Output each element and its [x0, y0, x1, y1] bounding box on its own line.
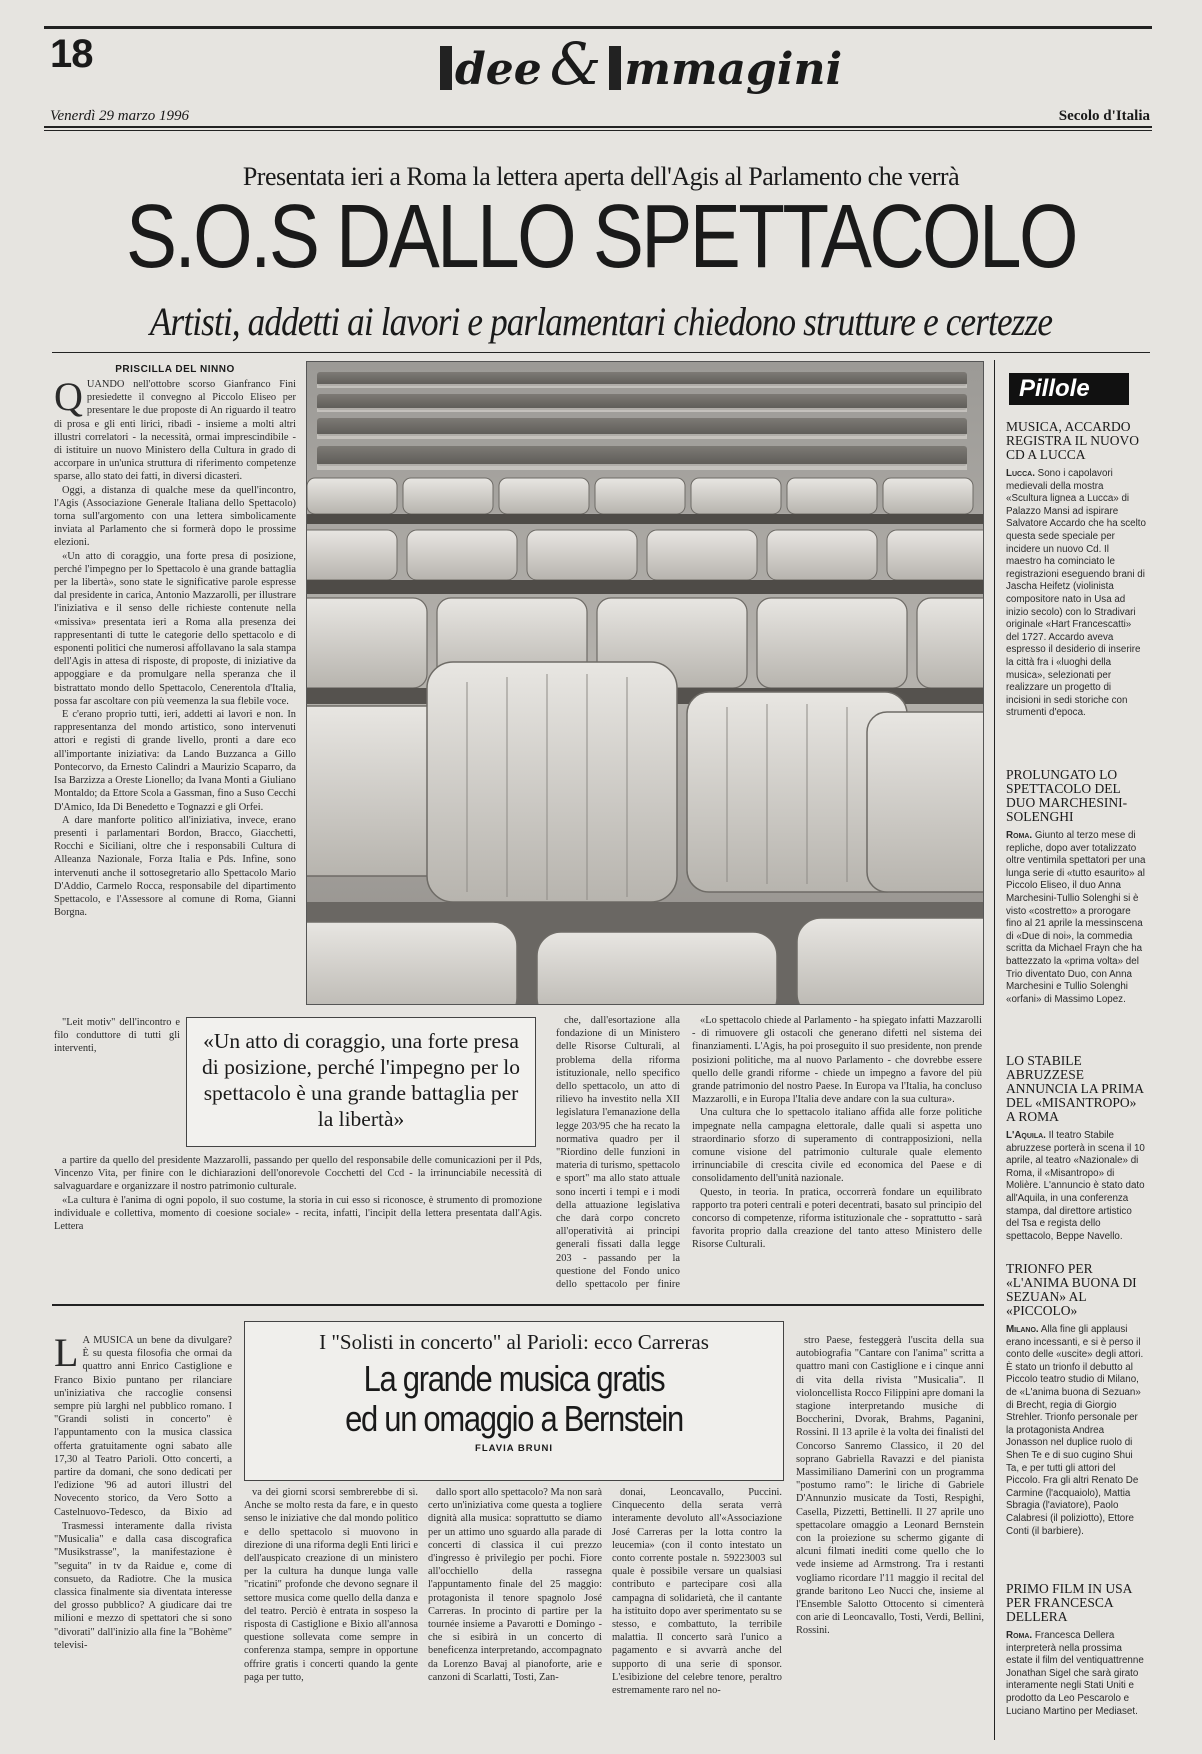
sidebar-item-text: Alla fine gli applausi erano incessanti, e si è perso il conto delle «uscite» degli attori. È stato un trionfo il debutto al Piccolo teatro studio di Milano, de «L'anima buona di Sezuan» di Brecht, regia di Giorgio Strehler. Trionfo personale per la protagonista Andrea Jonasson nel duplice ruolo di Shen Te e di suo cugino Shui Ta, e per tutti gli attori del Piccolo. Fra gli altri Renato De Carmine (l'acquaiolo), Mattia Sbragia (l'aviatore), Paolo Calabresi (il poliziotto), Ettore Conti (il barbiere).	[1006, 1324, 1144, 1537]
sidebar-item-text: Sono i capolavori medievali della mostra «Scultura lignea a Lucca» di Palazzo Mansi ad ispirare Salvatore Accardo che ha scelto questa sede speciale per incidere un nuovo Cd. Il maestro ha cominciato le registrazioni eseguendo brani di Jascha Heifetz (violinista compositore nato in Usa ad inizio secolo) con lo Stradivari originale «Hart Francescatti» del 1727. Accardo aveva espresso il desiderio di inserire la città fra i «luoghi della musica», selezionati per realizzare un progetto di incisioni in sedi storiche con strumenti d'epoca.	[1006, 468, 1146, 719]
masthead-rule	[44, 126, 1152, 128]
music-paragraph: A MUSICA un bene da divulgare? È su questa filosofia che ormai da quattro anni Enrico Castiglione e Franco Bixio puntano per rilanciare un'iniziativa che raccoglie consensi sempre più larghi nel pubblico romano. I "Grandi solisti in concerto" è l'appuntamento con la musica classica offerta gratuitamente ogni sabato alle 17,30 al Teatro Parioli. Otto concerti, a partire da domani, che sono dedicati per l'edizione '96 ad autori illustri del Novecento storico, da Vero Sotto a Castelnuovo-Tedesco, da Bixio ad	[54, 1335, 232, 1518]
sidebar-divider	[994, 360, 995, 1740]
article-paragraph: «Un atto di coraggio, una forte presa di posizione, perché l'impegno per lo Spettacolo è una grande battaglia per la libertà», sono state le significative parole espresse dal presidente in carica, Antonio Mazzarolli, per illustrare l'iniziativa e il senso delle richieste contenute nella «missiva» presentata ieri a Roma alla presenza dei rappresentanti di tutte le categorie dello spettacolo e di esponenti politici che numerosi affollavano la sala stampa dell'Agis in attesa di risposte, di proposte, di iniziative da appoggiare e da promulgare nella speranza che il bistrattato mondo dello Spettacolo, Cenerentola d'Italia, possa far ascoltare con più veemenza la sua flebile voce.	[54, 550, 296, 707]
section-first-word: dee	[455, 44, 542, 95]
music-paragraph: donai, Leoncavallo, Puccini. Cinquecento della serata verrà interamente devoluto all'«Associazione José Carreras per la lotta contro la leucemia» (con il conto intestato un conto corrente postale n. 59223003 sul quale è possibile versare un qualsiasi contributo e partecipare così alla campagna di solidarietà, che il cantante ha istituito dopo aver sperimentato su se stesso, e combattuto, la terribile malattia. Il concerto sarà l'unico a pagamento e si avvarrà anche del supporto di una serie di sponsor. L'esibizione del celebre tenore, peraltro estremamente raro nel no-	[612, 1487, 782, 1697]
sidebar-item	[1006, 1262, 1146, 1576]
paper-name: Secolo d'Italia	[1058, 108, 1150, 124]
music-paragraph: stro Paese, festeggerà l'uscita della sua autobiografia "Cantare con l'anima" scritta a quattro mani con Castiglione e i cinque anni di vita della rivista "Musicalia". Il violoncellista Rocco Filippini apre domani la stagione interpretando musiche di Boccherini, Dvorak, Brahms, Paganini, Rossini. Il 13 aprile è la volta dei finalisti del Concorso Sanremo Classico, il 20 del soprano Gabriella Ravazzi e del pianista Massimiliano Damerini con un programma "postumo ramo": le liriche di Gabriele D'Annunzio musicate da Tosti, Respighi, Casella, Pizzetti, Bettinelli. Il 27 aprile uno spettacolare omaggio a Leonard Bernstein con la proiezione su schermo gigante di alcuni filmati inediti come quello che lo vede insieme ad Armstrong. Tra i restanti vogliamo ricordare l'11 maggio il recital del grande baritono Leo Nucci che, insieme al l'Ensemble Salotto Ottocento si cimenterà con arie di Leoncavallo, Tosti, Verdi, Bellini, Rossini.	[796, 1335, 984, 1637]
article-byline: PRISCILLA DEL NINNO	[115, 364, 235, 375]
sidebar-item-city: L'Aquila.	[1006, 1130, 1046, 1141]
music-paragraph: va dei giorni scorsi sembrerebbe di sì. Anche se molto resta da fare, e in questo senso le iniziative che dal mondo politico e dello spettacolo si muovono in direzione di una riforma degli Enti lirici e dell'auspicato creazione di un ministero per la cultura ha dunque lunga valle "ricatini" profonde che devono segnare il settore musica come quello della danza e del teatro. Perciò è entrata in sospeso la risposta di Castiglione e Bixio all'annosa questione sollevata come sempre in conferenza stampa, sempre in opportune offrire gratis i concerti quando la gente paga per tutto,	[244, 1487, 418, 1683]
sidebar-logo: Pillole	[1009, 373, 1129, 405]
music-column-4	[612, 1486, 782, 1742]
article-paragraph: a partire da quello del presidente Mazzarolli, passando per quello del responsabile delle comunicazioni per il Pds, Vincenzo Vita, per finire con le dichiarazioni dell'onorevole Cocchetti del Ccd - la irrinunciabile necessità di salvaguardare e organizzare il nostro patrimonio culturale.	[54, 1155, 542, 1193]
section-letter-i	[440, 46, 452, 90]
section-title	[440, 30, 842, 98]
sidebar-item	[1006, 1054, 1146, 1272]
article-paragraph: UANDO nell'ottobre scorso Gianfranco Fini presiedette il convegno al Piccolo Eliseo per presentare le due proposte di An riguardo il teatro di prosa e gli enti lirici, ribadì - insieme a molti altri illustri correlatori - la necessità, ormai imprescindibile - di istituire un nuovo Ministero della Cultura in grado di accorpare in un'unica struttura di riferimento competenze sparse, allo stato dei fatti, in diversi dicasteri.	[54, 379, 296, 483]
article-column-3	[556, 1014, 680, 1290]
sidebar-item-title: LO STABILE ABRUZZESE ANNUNCIA LA PRIMA DEL «MISANTROPO» A ROMA	[1006, 1053, 1144, 1124]
sidebar-item-text: Giunto al terzo mese di repliche, dopo aver totalizzato oltre ventimila spettatori per una lunga serie di «tutto esaurito» al Piccolo Eliseo, il duo Anna Marchesini-Tullio Solenghi si è visto «costretto» a prorogare fino al 21 aprile la messinscena di «Due di noi», la commedia scritta da Michael Frayn che ha battezzato la «prima volta» del Trio diventato Duo, con Anna Marchesini e Tullio Solenghi «orfani» di Massimo Lopez.	[1006, 830, 1146, 1005]
sidebar-item-title: PROLUNGATO LO SPETTACOLO DEL DUO MARCHESINI-SOLENGHI	[1006, 767, 1128, 824]
article-kicker: Presentata ieri a Roma la lettera aperta dell'Agis al Parlamento che verrà	[242, 162, 960, 191]
sidebar-item-city: Roma.	[1006, 1630, 1033, 1641]
section-second-word: mmagini	[624, 44, 843, 95]
music-headline-box	[244, 1321, 784, 1481]
sidebar-item	[1006, 768, 1146, 1056]
article-dropcap: Q	[54, 378, 83, 419]
music-paragraph: Trasmessi interamente dalla rivista "Musicalia" e dalla casa discografica "Musikstrasse", la manifestazione è "seguita" in tv da Raidue e, come di consueto, da Radiotre. Che la musica classica finalmente sia diventata interesse del grosso pubblico? A giudicare dai tre milioni e mezzo di spettatori che si sono "divorati" dall'inizio alla fine la "Bohème" televisi-	[54, 1521, 232, 1651]
article-headline: S.O.S DALLO SPETTACOLO	[125, 187, 1077, 287]
article-paragraph: A dare manforte politico all'iniziativa, invece, erano presenti i parlamentari Bordon, Bracco, Giacchetti, Rocchi e Siciliani, oltre che i responsabili Cultura di Alleanza Nazionale, Forza Italia e Pds. Infine, sono intervenuti anche il sottosegretario allo Spettacolo Mario D'Addio, Carmelo Rocca, responsabile del dipartimento Spettacolo, e l'Assessore al comune di Roma, Gianni Borgna.	[54, 814, 296, 919]
article-paragraph: Questo, in teoria. In pratica, occorrerà fondare un equilibrato rapporto tra poteri centrali e poteri decentrati, basato sul principio del concorso di competenze, riforma istituzionale che - soprattutto - sarà favorita proprio dalla creazione del tanto atteso Ministero delle Risorse Culturali.	[692, 1186, 982, 1251]
section-ampersand: &	[549, 30, 602, 98]
sidebar-item	[1006, 1582, 1146, 1730]
article-column-4	[692, 1014, 982, 1290]
music-column-5	[796, 1334, 984, 1742]
sidebar-item-body	[1006, 830, 1146, 1056]
music-headline-line-2: ed un omaggio a Bernstein	[345, 1398, 683, 1439]
sidebar-item-city: Milano.	[1006, 1324, 1039, 1335]
article-subhead: Artisti, addetti ai lavori e parlamentari chiedono strutture e certezze	[149, 299, 1053, 344]
date-line: Venerdì 29 marzo 1996	[50, 108, 190, 124]
music-column-3	[428, 1486, 602, 1742]
article-column-1	[54, 378, 296, 1014]
music-kicker: I "Solisti in concerto" al Parioli: ecco Carreras	[319, 1330, 709, 1354]
sidebar-item-city: Lucca.	[1006, 468, 1035, 479]
sidebar-item	[1006, 420, 1146, 730]
article-paragraph: «La cultura è l'anima di ogni popolo, il suo costume, la storia in cui esso si riconosce, è strumento di promozione individuale e collettiva, momento di coesione sociale» - recita, infatti, l'incipit della lettera presentata dall'Agis. Lettera	[54, 1194, 542, 1233]
sidebar-item-text: Il teatro Stabile abruzzese porterà in scena il 10 aprile, al teatro «Nazionale» di Roma, il «Misantropo» di Molière. L'annuncio è stato dato all'Aquila, in una conferenza stampa, dal direttore artistico del Tsa e regista dello spettacolo, Beppe Navello.	[1006, 1130, 1145, 1242]
masthead-rule-thin	[44, 130, 1152, 131]
sidebar-item-body	[1006, 1130, 1146, 1272]
sidebar-item-title: PRIMO FILM IN USA PER FRANCESCA DELLERA	[1006, 1581, 1132, 1624]
sidebar-item-text: Francesca Dellera interpreterà nella prossima estate il film del ventiquattrenne Jonathan Sigel che sarà girato interamente negli Stati Uniti e prodotto da Leo Pescarolo e Luciano Martino per Mediaset.	[1006, 1630, 1144, 1717]
sidebar-item-body	[1006, 468, 1146, 730]
top-rule	[44, 26, 1152, 29]
theatre-seats-photo	[306, 361, 984, 1005]
music-headline-line-1: La grande musica gratis	[363, 1358, 665, 1399]
article-column-1b	[54, 1154, 542, 1290]
theatre-seats-illustration	[307, 362, 983, 1004]
article-paragraph: «Lo spettacolo chiede al Parlamento - ha spiegato infatti Mazzarolli - di rimuovere gli ostacoli che generano difetti nel sistema dei finanziamenti. L'Agis, ha poi proseguito il suo presidente, non prende posizioni politiche, ma al nuovo Parlamento - che dovrebbe essere quello delle grandi riforme - chiede un impegno a favore del più grande patrimonio del nostro Paese. In Europa va l'Italia, ha concluso Mazzarolli, e in Europa l'Italia deve andare con la sua cultura».	[692, 1015, 982, 1106]
page-number: 18	[50, 32, 93, 76]
sidebar-item-city: Roma.	[1006, 830, 1033, 841]
article-column-1-tail	[54, 1016, 180, 1152]
pull-quote: «Un atto di coraggio, una forte presa di posizione, perché l'impegno per lo spettacolo è una grande battaglia per la libertà»	[186, 1017, 536, 1147]
article-paragraph: Una cultura che lo spettacolo italiano affida alle forze politiche impegnate nella campagna elettorale, dalle quali si aspetta uno straordinario sforzo di superamento di contrapposizioni, nella comune visione del patrimonio culturale quale elemento irrinunciabile di crescita civile ed economica del Paese e di consolidamento dell'unità nazionale.	[692, 1107, 982, 1185]
article-paragraph: Oggi, a distanza di qualche mese da quell'incontro, l'Agis (Associazione Generale Italiana dello Spettacolo) torna sull'argomento con una lettera simbolicamente inviata al Parlamento che si formerà dopo le prossime elezioni.	[54, 484, 296, 549]
section-letter-i-2	[609, 46, 621, 90]
music-column-2	[244, 1486, 418, 1742]
article-paragraph: E c'erano proprio tutti, ieri, addetti ai lavori e non. In rappresentanza del mondo artistico, sono intervenuti attori e registi di grande livello, pronti a dare eco all'importante iniziativa: da Lando Buzzanca a Gillo Pontecorvo, da Ernesto Calindri a Maurizio Scaparro, da Isa Barzizza a Oreste Lionello; da Ivana Monti a Giuliano Montaldo; da Ettore Scola a Gassman, fino a Suso Cecchi D'Amico, Ida Di Benedetto e Tognazzi e gli Orfei.	[54, 709, 296, 813]
article-paragraph: che, dall'esortazione alla fondazione di un Ministero delle Risorse Culturali, al problema della riforma istituzionale, nello specifico dello spettacolo, un atto di rilievo ha investito nella XII legislatura l'emanazione della legge 203/95 che ha recato la normativa quadro per il "Riordino delle funzioni in materia di turismo, spettacolo e sport" ma allo stato attuale sono incerti i tempi e i modi della attuazione legislativa che darà corpo concreto all'operatività ai principi generali fissati dalla legge 203 - passando per la questione del Fondo unico dello spettacolo per finire	[556, 1015, 680, 1290]
sidebar-item-body	[1006, 1324, 1146, 1576]
music-column-1	[54, 1334, 232, 1518]
sidebar-item-title: MUSICA, ACCARDO REGISTRA IL NUOVO CD A LUCCA	[1006, 419, 1139, 462]
sidebar-item-title: TRIONFO PER «L'ANIMA BUONA DI SEZUAN» AL «PICCOLO»	[1006, 1261, 1137, 1318]
sidebar-item-body	[1006, 1630, 1146, 1730]
music-dropcap: L	[54, 1334, 79, 1375]
music-paragraph: dallo sport allo spettacolo? Ma non sarà certo un'iniziativa come questa a togliere dignità alla musica: soprattutto se diamo per un attimo uno sguardo alla parade di concerti di classica il cui prezzo d'ingresso è privilegio per pochi. Fiore all'occhiello della rassegna l'appuntamento finale del 25 maggio: protagonista il tenore spagnolo José Carreras. In procinto di partire per la tournée insieme a Pavarotti e Domingo - che si esibirà in un concerto di beneficenza interpretando, accompagnato da Lorenzo Bavaj al pianoforte, arie e canzoni di Scarlatti, Tosti, Zan-	[428, 1487, 602, 1683]
section-divider	[52, 1304, 984, 1306]
music-column-1b	[54, 1520, 232, 1742]
music-byline: FLAVIA BRUNI	[475, 1443, 553, 1454]
article-paragraph: "Leit motiv" dell'incontro e filo conduttore di tutti gli interventi,	[54, 1017, 180, 1055]
headline-rule	[52, 352, 1150, 353]
